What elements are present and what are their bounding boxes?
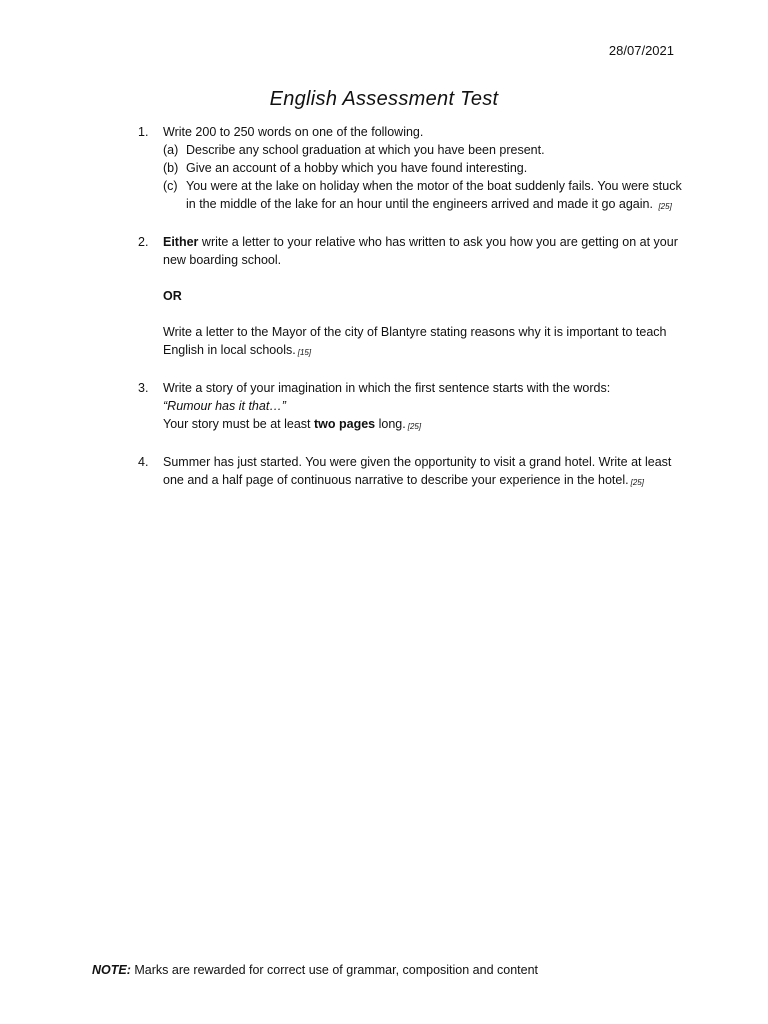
subitem-label: (a) <box>163 143 179 157</box>
subitem-label: (c) <box>163 179 178 193</box>
marks-label: [25] <box>630 478 644 487</box>
page-title: English Assessment Test <box>269 88 499 110</box>
note-text: Marks are rewarded for correct use of grammar, composition and content <box>130 963 539 977</box>
subitem-c <box>163 177 683 216</box>
length-requirement <box>163 415 683 436</box>
note-label: NOTE: <box>92 963 131 977</box>
subitem-text: Describe any school graduation at which you have been present. <box>186 143 545 157</box>
question-body: write a letter to your relative who has written to ask you how you are getting on at your new boarding school. <box>163 235 678 267</box>
question-list <box>138 123 683 492</box>
question-body: Summer has just started. You were given the opportunity to visit a grand hotel. Write at least one and a half page of continuous narrative to describe your experience in the hotel. <box>163 455 672 487</box>
marks-label: [25] <box>658 202 672 211</box>
marks-label: [25] <box>407 422 422 431</box>
either-label: Either <box>163 235 199 249</box>
or-label: OR <box>163 289 182 303</box>
question-number: 2. <box>138 235 149 249</box>
question-text: Write a story of your imagination in which the first sentence starts with the words: <box>163 381 611 395</box>
question-text: Write 200 to 250 words on one of the following. <box>163 125 424 139</box>
question-4 <box>138 453 683 492</box>
document-date: 28/07/2021 <box>608 43 674 58</box>
subitem-label: (b) <box>163 161 179 175</box>
alternative-text <box>163 323 683 362</box>
question-number: 1. <box>138 125 149 139</box>
marks-label: [15] <box>297 348 312 357</box>
question-number: 4. <box>138 455 149 469</box>
subitem-a <box>163 141 683 159</box>
alternative-body: Write a letter to the Mayor of the city of Blantyre stating reasons why it is important to teach English in local schools. <box>163 325 667 357</box>
question-3 <box>138 379 683 436</box>
question-2 <box>138 233 683 362</box>
footer-note <box>92 963 538 977</box>
quote-text: “Rumour has it that…” <box>163 399 286 413</box>
requirement-post: long. <box>375 417 406 431</box>
requirement-bold: two pages <box>314 417 376 431</box>
question-text <box>163 233 683 269</box>
subitem-text: Give an account of a hobby which you have found interesting. <box>186 161 528 175</box>
question-text <box>163 453 683 492</box>
subitem-b <box>163 159 683 177</box>
question-number: 3. <box>138 381 149 395</box>
question-1 <box>138 123 683 216</box>
requirement-pre: Your story must be at least <box>163 417 315 431</box>
subitem-text: You were at the lake on holiday when the motor of the boat suddenly fails. You were stuck in the middle of the lake for an hour until the engineers arrived and made it go again. <box>186 179 682 211</box>
